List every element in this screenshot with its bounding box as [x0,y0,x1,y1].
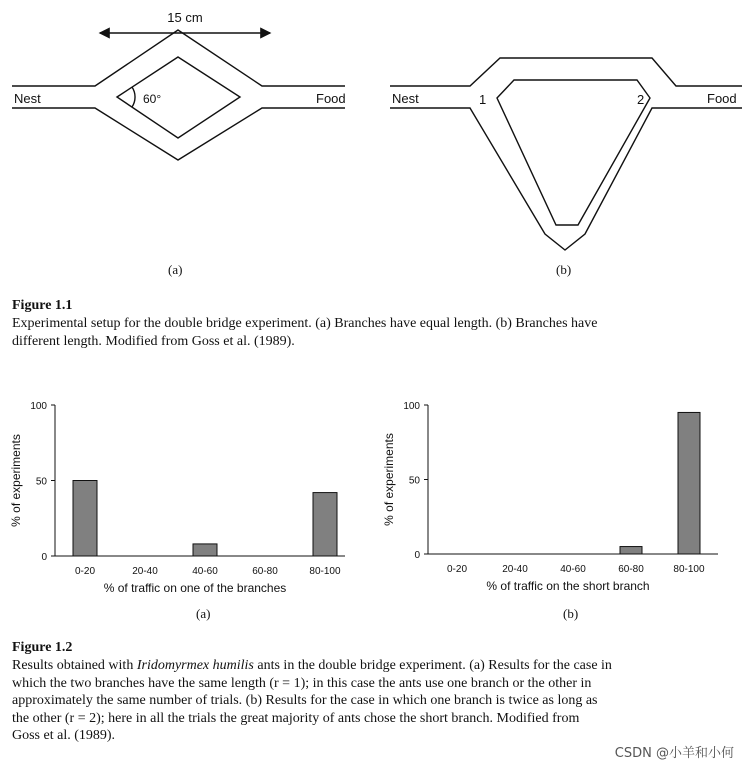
bar [193,544,217,556]
x-tick-label: 60-80 [618,564,644,575]
x-tick-label: 0-20 [74,566,96,577]
bar [73,481,97,557]
y-tick-label: 0 [414,550,420,561]
node-1-label: 1 [479,92,487,107]
figure-1-2-charts [0,390,748,630]
x-tick-label: 0-20 [446,564,468,575]
figure-1-2-sublabel-b: (b) [563,606,579,621]
x-tick-label: 40-60 [192,566,218,577]
outer-bottom-edge [12,108,345,160]
watermark: CSDN @小羊和小何 [614,746,734,761]
x-tick-label: 40-60 [560,564,586,575]
figure-1-1-sublabel-b: (b) [556,262,572,277]
y-axis-title: % of experiments [382,433,396,526]
figure-1-1-caption [12,315,740,350]
x-tick-label: 80-100 [673,564,705,575]
species-name: Iridomyrmex humilis [136,658,254,673]
caption-line: the other (r = 2); here in all the trials the great majority of ants chose the short branch. Modified from [12,710,580,726]
y-axis-title: % of experiments [9,434,23,527]
food-label-a: Food [316,91,346,106]
y-tick-label: 0 [41,552,47,563]
y-tick-label: 50 [35,476,47,488]
bar [678,412,700,554]
caption-line: different length. Modified from Goss et al. (1989). [12,333,295,349]
bar [620,547,642,554]
inner-loop-b [497,80,650,225]
x-tick-label: 20-40 [132,566,158,577]
bridge-diagram-b [390,58,742,250]
caption-line: which the two branches have the same length (r = 1); in this case the ants use one branch or the other in [12,675,592,691]
x-axis-title: % of traffic on one of the branches [103,581,287,595]
outer-top-edge-b [390,58,742,86]
bar [313,493,337,556]
figure-1-2-sublabel-a: (a) [196,606,211,621]
food-label-b: Food [707,91,737,106]
nest-label-b: Nest [392,91,419,106]
figure-1-1-diagrams [0,0,748,290]
angle-label: 60° [143,92,162,106]
caption-line: approximately the same number of trials. (b) Results for the case in which one branch is twice as long as [12,693,598,708]
nest-label-a: Nest [14,91,41,106]
node-2-label: 2 [637,92,645,107]
figure-1-1-sublabel-a: (a) [168,262,183,277]
x-tick-label: 60-80 [252,566,278,577]
y-tick-label: 100 [403,401,420,412]
x-tick-label: 80-100 [309,566,341,577]
bridge-diagram-a [12,30,345,160]
figure-1-1-title: Figure 1.1 [12,298,73,313]
caption-line: Goss et al. (1989). [12,728,116,743]
x-tick-label: 20-40 [502,564,528,575]
x-axis-title: % of traffic on the short branch [486,579,650,593]
caption-line: Results obtained with Iridomyrmex humilis ants in the double bridge experiment. (a) Results for the case in [12,658,612,673]
y-tick-label: 100 [30,401,47,412]
angle-arc [132,87,135,107]
dimension-label: 15 cm [167,10,203,25]
y-tick-label: 50 [408,475,420,487]
outer-bottom-edge-b [390,108,742,250]
figure-1-2-caption [12,657,742,745]
figure-1-2-title: Figure 1.2 [12,640,73,655]
caption-line: Experimental setup for the double bridge experiment. (a) Branches have equal length. (b) Branches have [12,316,598,331]
